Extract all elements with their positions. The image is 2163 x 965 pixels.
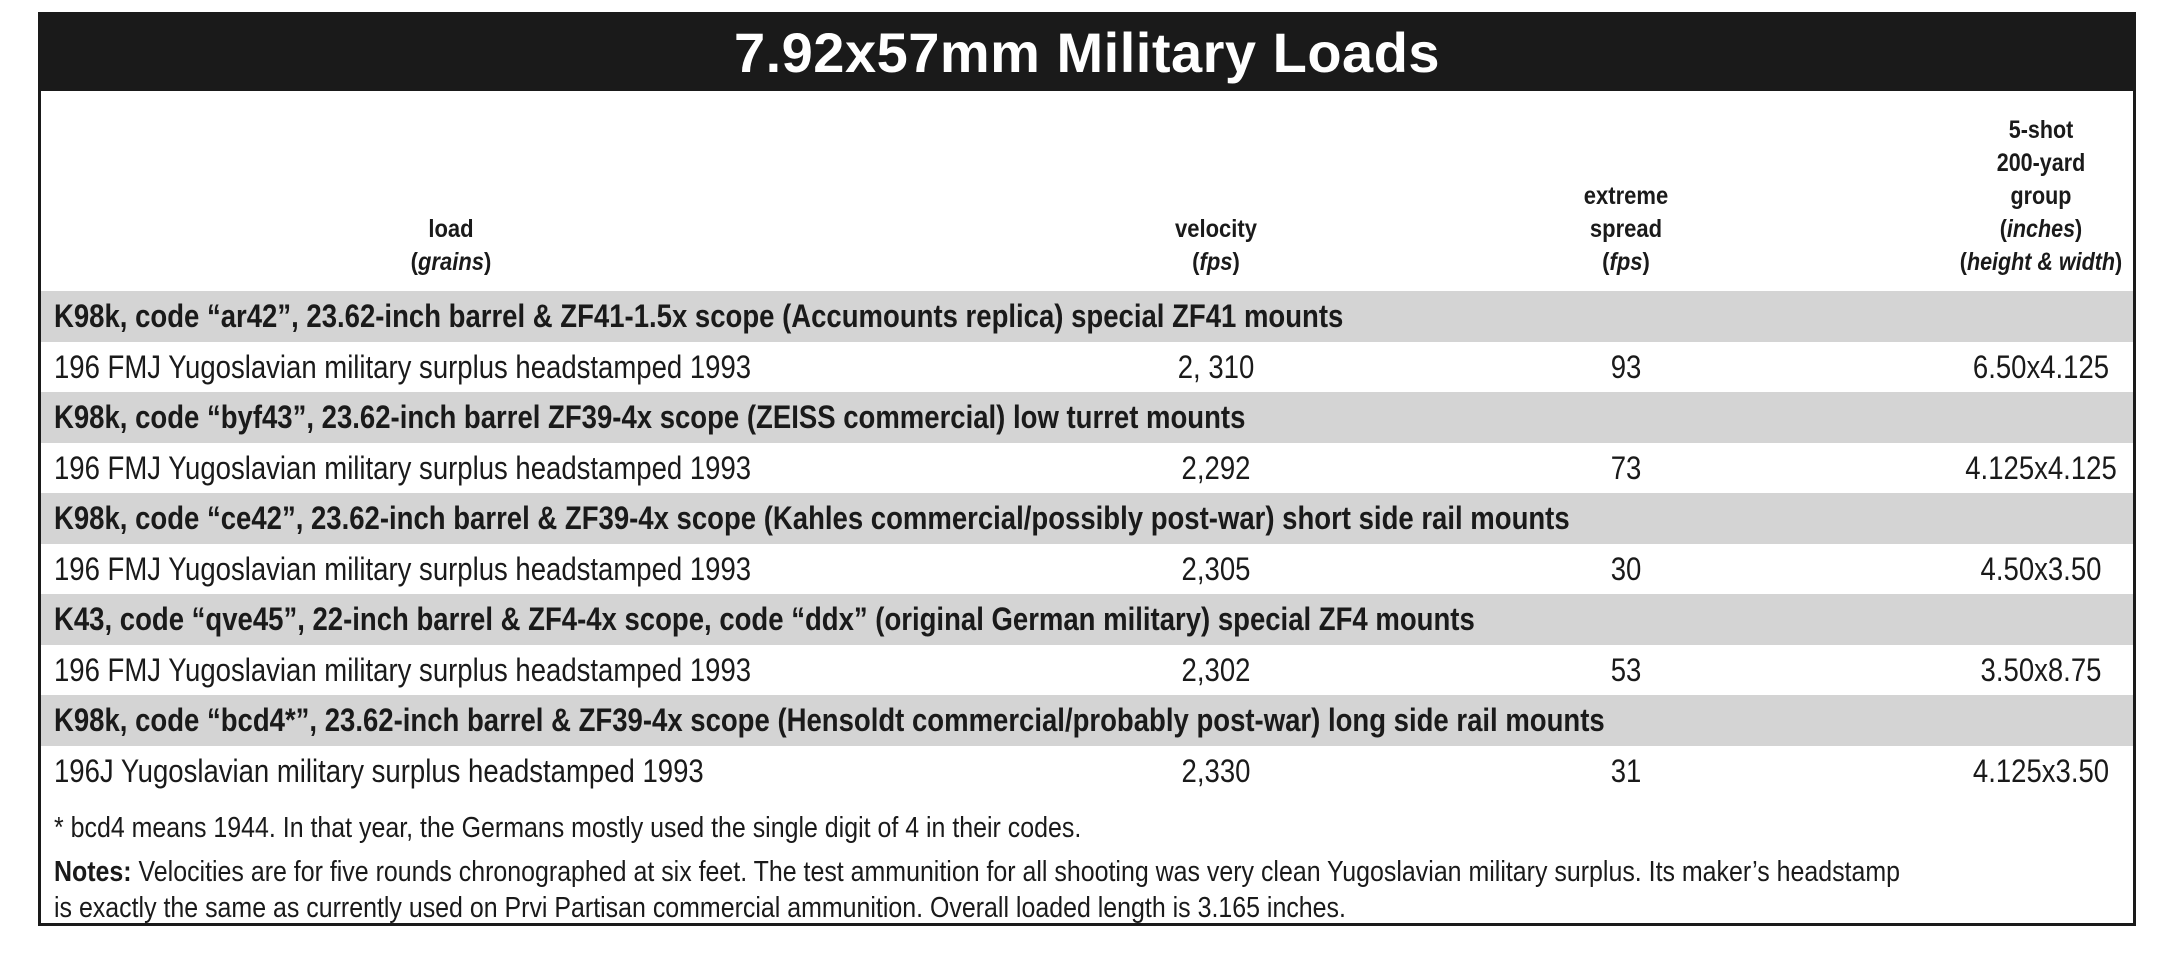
header-spread-label-1: extreme — [1583, 182, 1669, 210]
header-load: load (grains) — [319, 213, 583, 279]
rifle-row — [41, 695, 2133, 746]
notes-line-1: Velocities are for five rounds chronographed at six feet. The test ammunition for all shooting was very clean Yugoslavian military surplus. Its maker’s headstamp — [131, 856, 1901, 888]
table-row — [41, 746, 2133, 797]
group-cell: 3.50x8.75 — [1980, 651, 2102, 688]
load-cell: 196J Yugoslavian military surplus headstamped 1993 — [54, 752, 704, 789]
header-velocity: velocity (fps) — [1106, 213, 1326, 279]
header-group: 5-shot 200-yard group (inches) (height & width) — [1903, 114, 2163, 279]
spread-cell: 53 — [1610, 651, 1642, 688]
load-cell: 196 FMJ Yugoslavian military surplus headstamped 1993 — [54, 651, 752, 688]
rifle-label: K43, code “qve45”, 22-inch barrel & ZF4-4x scope, code “ddx” (original German military) special ZF4 mounts — [54, 601, 1475, 637]
velocity-cell: 2,292 — [1181, 449, 1251, 486]
group-cell: 4.125x4.125 — [1965, 449, 2117, 486]
notes-line-2: is exactly the same as currently used on Prvi Partisan commercial ammunition. Overall loaded length is 3.165 inches. — [54, 892, 1346, 924]
rifle-label: K98k, code “ce42”, 23.62-inch barrel & ZF39-4x scope (Kahles commercial/possibly post-war) short side rail mounts — [54, 500, 1570, 536]
rifle-row — [41, 291, 2133, 342]
rifle-label: K98k, code “byf43”, 23.62-inch barrel ZF39-4x scope (ZEISS commercial) low turret mounts — [54, 399, 1246, 435]
table-title: 7.92x57mm Military Loads — [41, 15, 2133, 91]
velocity-cell: 2,302 — [1181, 651, 1251, 688]
header-velocity-label: velocity — [1175, 215, 1257, 243]
table-header — [41, 91, 2133, 291]
rifle-row — [41, 392, 2133, 443]
header-group-label-1: 5-shot — [2008, 116, 2074, 144]
load-cell: 196 FMJ Yugoslavian military surplus headstamped 1993 — [54, 449, 752, 486]
rifle-label: K98k, code “bcd4*”, 23.62-inch barrel & ZF39-4x scope (Hensoldt commercial/probably post-war) long side rail mounts — [54, 702, 1605, 738]
header-load-label: load — [428, 215, 474, 243]
header-spread: extreme spread (fps) — [1516, 180, 1736, 279]
footnote: * bcd4 means 1944. In that year, the Germans mostly used the single digit of 4 in their codes. — [54, 812, 1082, 844]
table-row — [41, 443, 2133, 494]
velocity-cell: 2,330 — [1181, 752, 1251, 789]
rifle-label: K98k, code “ar42”, 23.62-inch barrel & ZF41-1.5x scope (Accumounts replica) special ZF41 mounts — [54, 298, 1344, 334]
rifle-row — [41, 493, 2133, 544]
group-cell: 4.125x3.50 — [1972, 752, 2110, 789]
notes — [54, 854, 2118, 926]
header-group-unit-2: height & width — [1966, 248, 2116, 276]
velocity-cell: 2, 310 — [1177, 348, 1255, 385]
header-velocity-unit: fps — [1199, 248, 1233, 276]
spread-cell: 93 — [1610, 348, 1642, 385]
table-body — [41, 291, 2133, 796]
group-cell: 4.50x3.50 — [1980, 550, 2102, 587]
header-spread-unit: fps — [1609, 248, 1643, 276]
header-group-label-2: 200-yard — [1996, 149, 2086, 177]
table-row — [41, 342, 2133, 393]
load-cell: 196 FMJ Yugoslavian military surplus headstamped 1993 — [54, 550, 752, 587]
spread-cell: 31 — [1610, 752, 1642, 789]
notes-label: Notes: — [54, 856, 132, 888]
header-spread-label-2: spread — [1589, 215, 1663, 243]
velocity-cell: 2,305 — [1181, 550, 1251, 587]
rifle-row — [41, 594, 2133, 645]
table-row — [41, 645, 2133, 696]
header-group-label-3: group — [2010, 182, 2072, 210]
header-load-unit: grains — [417, 248, 485, 276]
load-cell: 196 FMJ Yugoslavian military surplus headstamped 1993 — [54, 348, 752, 385]
spread-cell: 30 — [1610, 550, 1642, 587]
spread-cell: 73 — [1610, 449, 1642, 486]
table-row — [41, 544, 2133, 595]
group-cell: 6.50x4.125 — [1972, 348, 2110, 385]
header-group-unit: inches — [2006, 215, 2076, 243]
load-table — [38, 12, 2136, 926]
